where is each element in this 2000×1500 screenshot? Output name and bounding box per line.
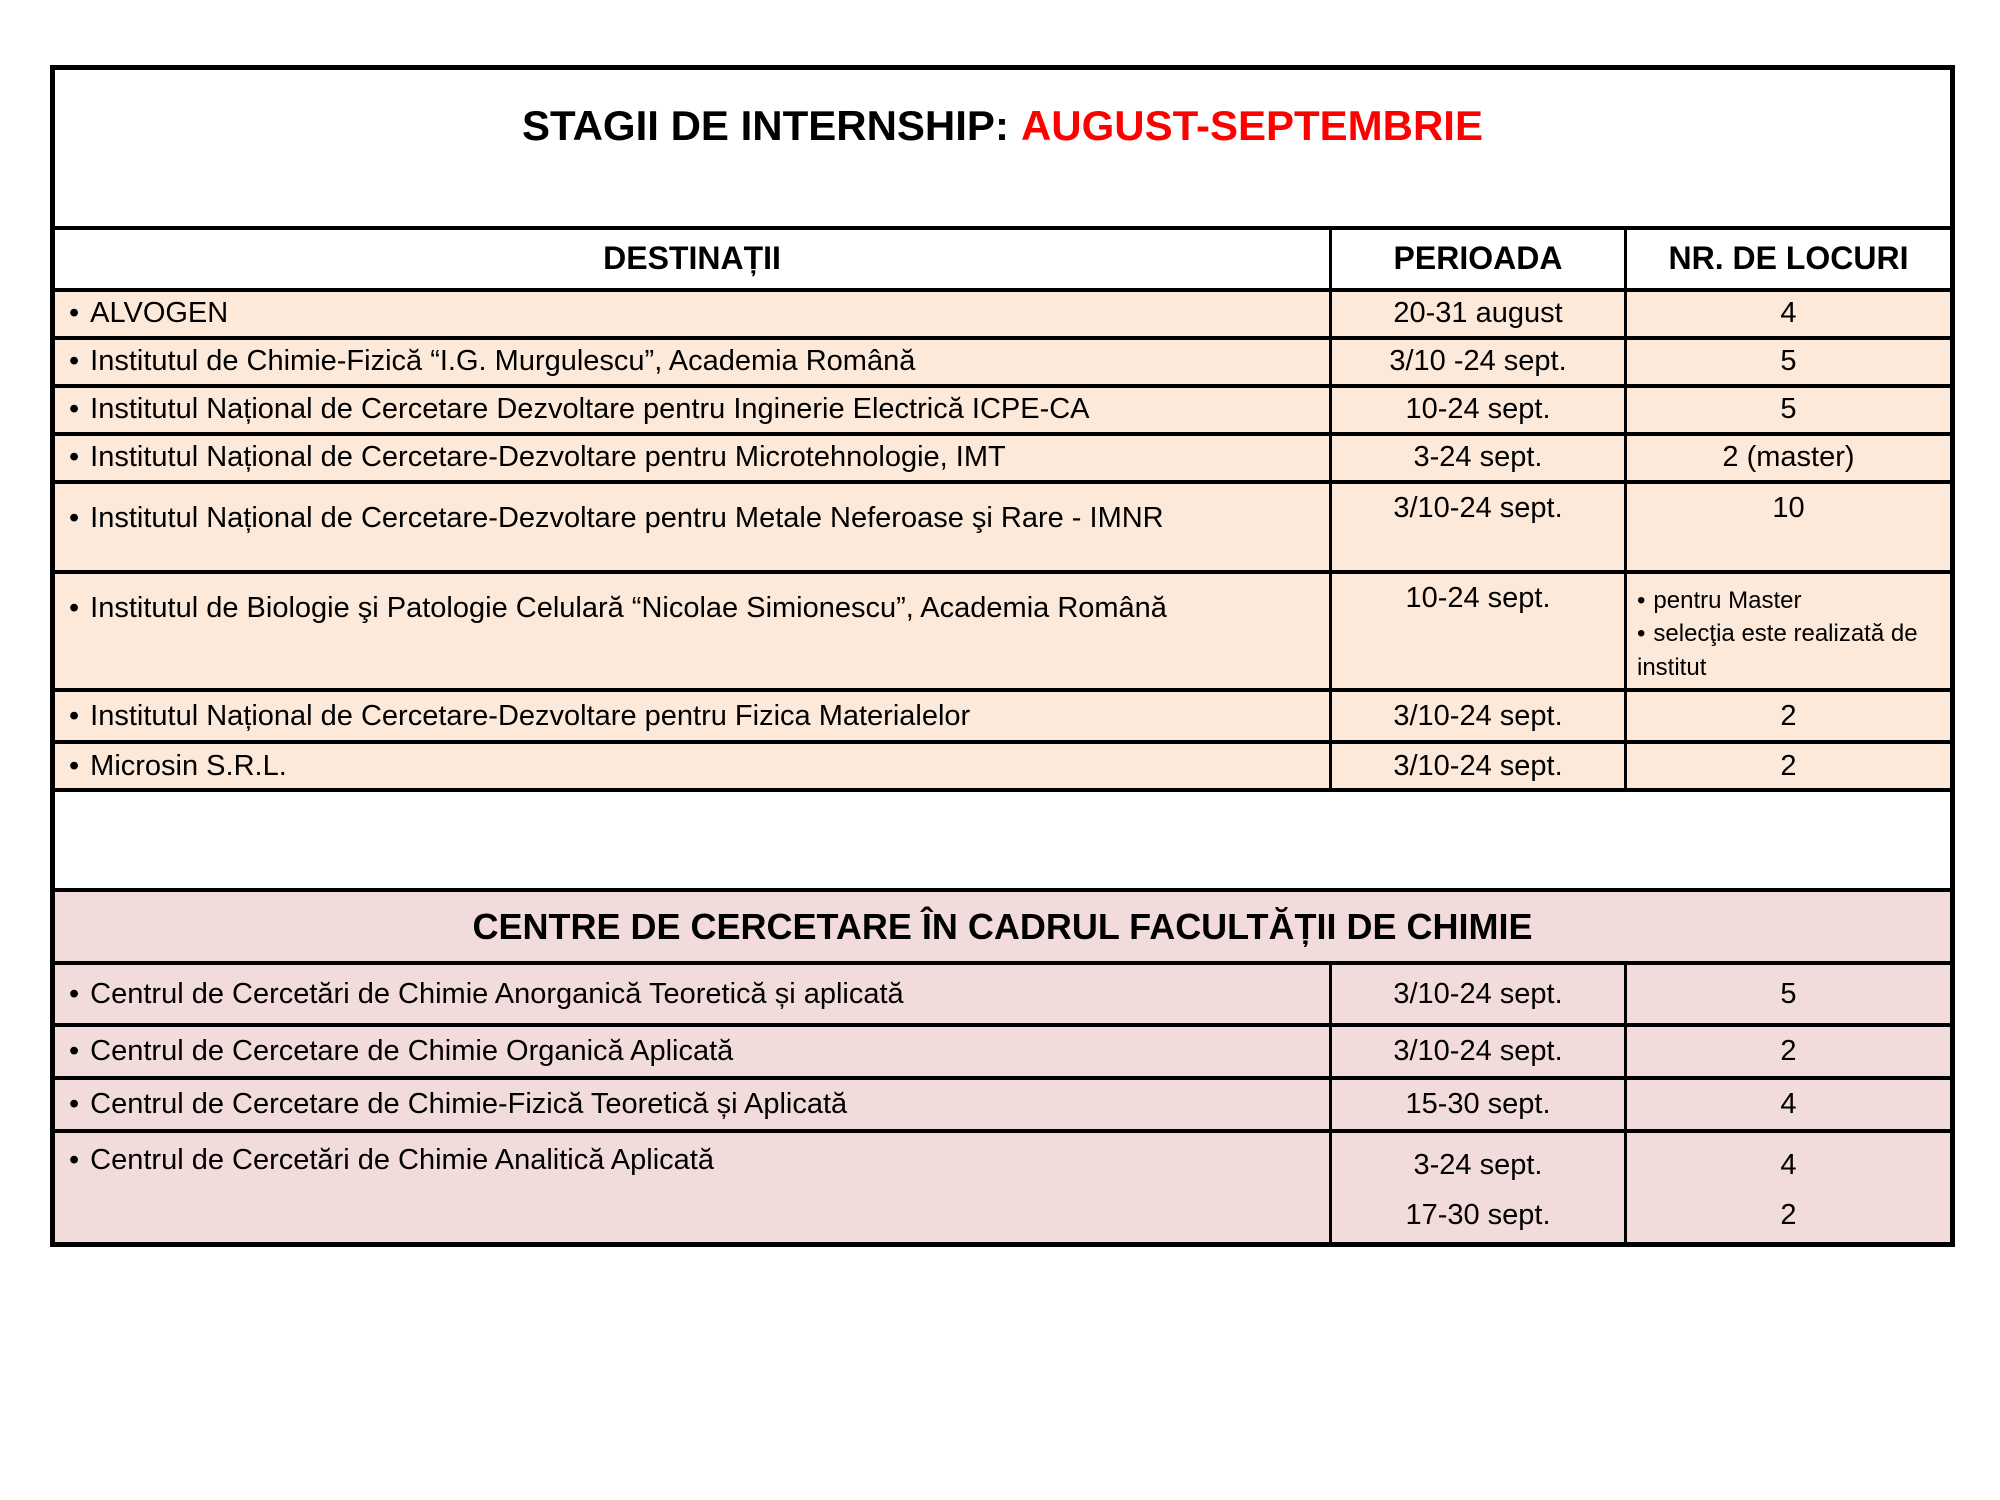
page-title [53,68,1953,228]
destination-cell: • Institutul Național de Cercetare-Dezvoltare pentru Metale Neferoase şi Rare - IMNR [53,482,1331,572]
destination-cell: • Institutul de Chimie-Fizică “I.G. Murgulescu”, Academia Română [53,338,1331,386]
col-header-seats: NR. DE LOCURI [1626,228,1953,290]
period-line: 17-30 sept. [1405,1198,1551,1231]
table-row [53,572,1953,691]
spacer-cell [53,790,1953,890]
destination-cell: • Institutul Național de Cercetare-Dezvoltare pentru Microtehnologie, IMT [53,434,1331,482]
period-cell: 3-24 sept. [1331,434,1626,482]
table-row [53,338,1953,386]
period-cell [1331,1131,1626,1244]
period-cell: 20-31 august [1331,290,1626,338]
col-header-destinations: DESTINAȚII [53,228,1331,290]
table-row [53,290,1953,338]
table-row [53,386,1953,434]
period-cell: 15-30 sept. [1331,1078,1626,1131]
period-cell: 10-24 sept. [1331,386,1626,434]
seats-cell: 2 (master) [1626,434,1953,482]
period-cell: 3/10-24 sept. [1331,742,1626,790]
period-cell: 3/10-24 sept. [1331,963,1626,1025]
seats-cell: 5 [1626,386,1953,434]
title-row [53,68,1953,228]
period-cell: 3/10-24 sept. [1331,1025,1626,1078]
destination-cell: • Microsin S.R.L. [53,742,1331,790]
table-row [53,963,1953,1025]
seats-line: 2 [1780,1198,1797,1231]
seats-cell: 5 [1626,338,1953,386]
seats-cell [1626,1131,1953,1244]
col-header-period: PERIOADA [1331,228,1626,290]
destination-cell: • Centrul de Cercetare de Chimie-Fizică Teoretică și Aplicată [53,1078,1331,1131]
title-text-black: STAGII DE INTERNSHIP: [522,101,1009,149]
section-title: CENTRE DE CERCETARE ÎN CADRUL FACULTĂȚII DE CHIMIE [53,890,1953,963]
period-cell: 3/10-24 sept. [1331,690,1626,742]
table-row [53,1131,1953,1244]
period-cell: 3/10 -24 sept. [1331,338,1626,386]
seats-note: • selecţia este realizată de institut [1637,617,1946,684]
seats-cell: 2 [1626,1025,1953,1078]
seats-line: 4 [1780,1149,1797,1182]
table-row [53,690,1953,742]
period-cell: 3/10-24 sept. [1331,482,1626,572]
seats-cell: 2 [1626,742,1953,790]
internship-table [50,65,1955,1247]
header-row [53,228,1953,290]
seats-note: • pentru Master [1637,584,1946,618]
destination-cell: • Centrul de Cercetări de Chimie Anorganică Teoretică și aplicată [53,963,1331,1025]
period-line: 3-24 sept. [1413,1149,1543,1182]
table-row [53,434,1953,482]
destination-cell: • Centrul de Cercetări de Chimie Analitică Aplicată [53,1131,1331,1244]
seats-cell: 10 [1626,482,1953,572]
destination-cell: • Centrul de Cercetare de Chimie Organică Aplicată [53,1025,1331,1078]
seats-cell: 2 [1626,690,1953,742]
section-header-row [53,890,1953,963]
destination-cell: • Institutul Național de Cercetare Dezvoltare pentru Inginerie Electrică ICPE-CA [53,386,1331,434]
destination-cell: • Institutul Național de Cercetare-Dezvoltare pentru Fizica Materialelor [53,690,1331,742]
table-row [53,1025,1953,1078]
seats-cell: 4 [1626,290,1953,338]
table-row [53,482,1953,572]
period-cell: 10-24 sept. [1331,572,1626,691]
title-text-red: AUGUST-SEPTEMBRIE [1020,101,1483,149]
destination-cell: • Institutul de Biologie şi Patologie Celulară “Nicolae Simionescu”, Academia Română [53,572,1331,691]
spacer-row [53,790,1953,890]
destination-cell: • ALVOGEN [53,290,1331,338]
seats-notes-cell [1626,572,1953,691]
seats-cell: 5 [1626,963,1953,1025]
table-row [53,742,1953,790]
table-row [53,1078,1953,1131]
seats-cell: 4 [1626,1078,1953,1131]
